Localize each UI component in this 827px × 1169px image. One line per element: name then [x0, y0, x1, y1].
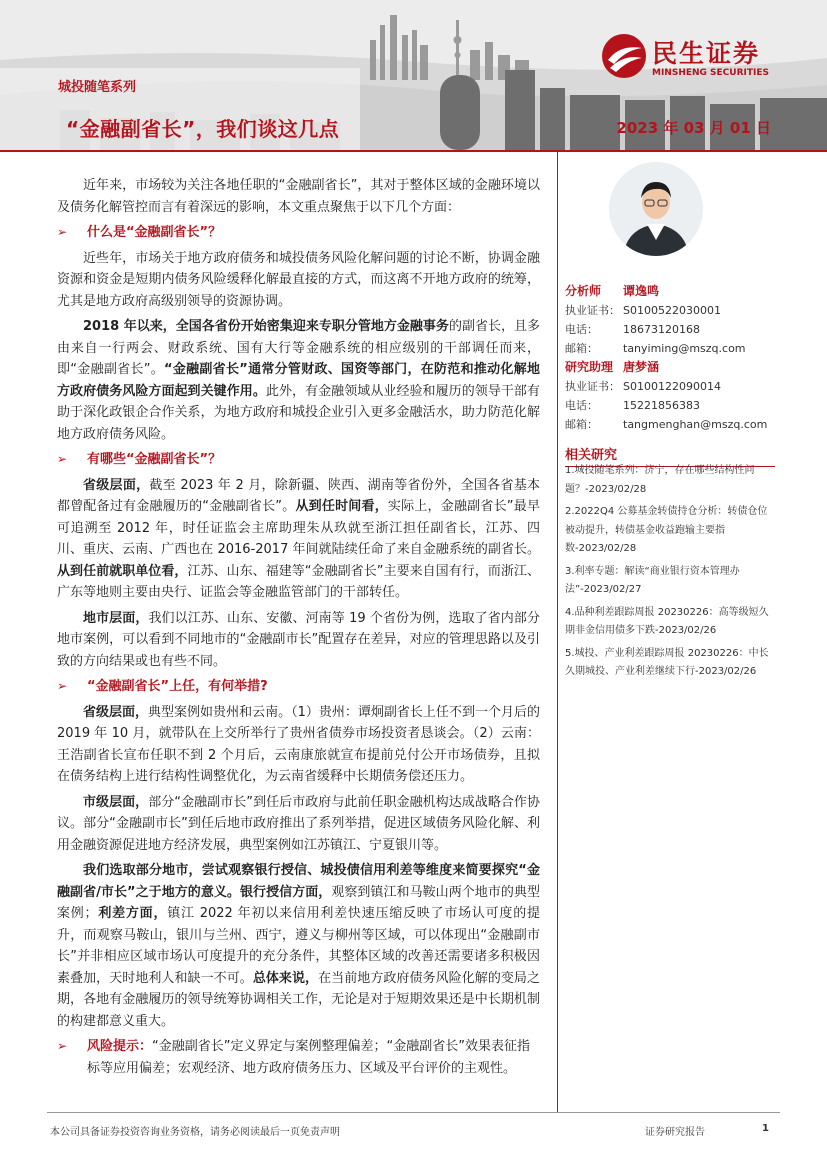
- section-heading: [57, 222, 540, 244]
- logo-english-name: MINSHENG SECURITIES: [652, 68, 769, 78]
- logo-emblem-icon: [600, 32, 648, 80]
- arrow-bullet-icon: ➢: [57, 225, 68, 239]
- header-divider: [0, 150, 827, 152]
- assistant-email-link[interactable]: tangmenghan@mszq.com: [623, 418, 768, 431]
- risk-label: 风险提示：: [87, 1039, 153, 1054]
- paragraph: 市级层面，部分“金融副市长”到任后市政府与此前任职金融机构达成战略合作协议。部分“金融副市长”到任后地市政府推出了系列举措，促进区域债务风险化解、利用金融资源促进地方经济发展，典型案例如江苏镇江、宁夏银川等。: [57, 794, 540, 853]
- related-research-link[interactable]: 1.城投随笔系列：济宁，存在哪些结构性问题？-2023/02/28: [565, 465, 755, 495]
- paragraph: 省级层面，典型案例如贵州和云南。（1）贵州：谭炯副省长上任不到一个月后的 2019 年 10 月，就带队在上交所举行了贵州省债券市场投资者恳谈会。（2）云南：王浩副省长宣布任职不到 2 个月后，云南康旅就宣布提前兑付公开市场债券，且拟在债务结构上进行结构性调整优化，为云南省缓释中长期债务偿还压力。: [57, 704, 540, 784]
- related-research-link[interactable]: 2.2022Q4 公募基金转债持仓分析：转债仓位被动提升，转债基金收益跑输主要指数-2023/02/28: [565, 506, 768, 554]
- related-research-link[interactable]: 3.利率专题：解读“商业银行资本管理办法”-2023/02/27: [565, 565, 740, 595]
- risk-warning: [57, 1036, 540, 1079]
- analyst-row: [565, 282, 775, 301]
- report-title: “金融副省长”，我们谈这几点: [66, 117, 340, 141]
- section-title: 有哪些“金融副省长”？: [87, 452, 222, 467]
- assistant-tel: 15221856383: [623, 399, 700, 412]
- header-banner: [0, 0, 827, 150]
- arrow-bullet-icon: ➢: [57, 452, 68, 466]
- assistant-role: 研究助理: [565, 360, 614, 374]
- analyst-info: 分析师 谭逸鸣 执业证书： S0100522030001 电话： 18673120168 邮箱： tanyiming@mszq.com 研究助理 唐梦涵 执业证书： S0100122090014 电话： 15221856383 邮箱： tangmenghan@mszq.com: [565, 282, 775, 434]
- section-title: “金融副省长”上任，有何举措?: [87, 679, 268, 694]
- company-logo: [600, 32, 805, 84]
- section-heading: [57, 676, 540, 698]
- analyst-role: 分析师: [565, 284, 602, 298]
- main-content: [57, 175, 540, 1083]
- section-title: 什么是“金融副省长”？: [87, 225, 222, 240]
- footer-disclaimer: 本公司具备证券投资咨询业务资格，请务必阅读最后一页免责声明: [50, 1127, 340, 1138]
- intro-paragraph: 近年来，市场较为关注各地任职的“金融副省长”，其对于整体区域的金融环境以及债务化解管控而言有着深远的影响，本文重点聚焦于以下几个方面：: [57, 178, 540, 215]
- assistant-cert: S0100122090014: [623, 380, 721, 393]
- paragraph: 2018 年以来，全国各省份开始密集迎来专职分管地方金融事务的副省长，且多由来自一行两会、财政系统、国有大行等金融系统的相应级别的干部调任而来，即“金融副省长”。“金融副省长”通常分管财政、国资等部门，在防范和推动化解地方政府债务风险方面起到关键作用。此外，有金融领域从业经验和履历的领导干部有助于深化政银企合作关系，为地方政府和城投企业引入更多金融活水，助力防范化解地方政府债务风险。: [57, 319, 540, 442]
- risk-text: “金融副省长”定义界定与案例整理偏差；“金融副省长”效果表征指标等应用偏差；宏观经济、地方政府债务压力、区域及平台评价的主观性。: [87, 1039, 530, 1076]
- arrow-bullet-icon: ➢: [57, 1039, 68, 1053]
- analyst-email-link[interactable]: tanyiming@mszq.com: [623, 342, 746, 355]
- logo-chinese-name: 民生证券: [652, 39, 761, 68]
- paragraph: 我们选取部分地市，尝试观察银行授信、城投债信用利差等维度来简要探究“金融副省/市长”之于地方的意义。银行授信方面，观察到镇江和马鞍山两个地市的典型案例；利差方面，镇江 2022 年初以来信用利差快速压缩反映了市场认可度的提升，而观察马鞍山，银川与兰州、西宁，遵义与柳州等区域，可以体现出“金融副市长”并非相应区域市场认可度提升的充分条件，其整体区域的改善还需要诸多积极因素叠加，天时地利人和缺一不可。总体来说，在当前地方政府债务风险化解的变局之期，各地有金融履历的领导统筹协调相关工作，无论是对于短期效果还是中长期机制的构建都意义重大。: [57, 863, 540, 1029]
- paragraph: 地市层面，我们以江苏、山东、安徽、河南等 19 个省份为例，选取了省内部分地市案例，可以看到不同地市的“金融副市长”配置存在差异，对应的管理思路以及引致的方向结果或也有些不同。: [57, 610, 540, 669]
- analyst-cert: S0100522030001: [623, 304, 721, 317]
- footer-divider: [47, 1112, 780, 1113]
- related-research-link[interactable]: 4.品种利差跟踪周报 20230226：高等级短久期非金信用债多下跌-2023/02/26: [565, 606, 769, 636]
- series-label: 城投随笔系列: [58, 80, 137, 95]
- column-divider: [557, 152, 558, 1112]
- arrow-bullet-icon: ➢: [57, 679, 68, 693]
- footer-report-type: 证券研究报告: [645, 1127, 705, 1138]
- paragraph: 近些年，市场关于地方政府债务和城投债务风险化解问题的讨论不断，协调金融资源和资金是短期内债务风险缓释化解最直接的方式，而这离不开地方政府的统筹，尤其是地方政府高级别领导的资源协调。: [57, 250, 540, 309]
- assistant-row: [565, 358, 775, 377]
- related-research-link[interactable]: 5.城投、产业利差跟踪周报 20230226：中长久期城投、产业利差继续下行-2023/02/26: [565, 647, 769, 677]
- related-research-list: [565, 462, 775, 686]
- assistant-name: 唐梦涵: [623, 360, 660, 374]
- analyst-photo: [609, 162, 703, 256]
- section-heading: [57, 449, 540, 471]
- related-research-title: 相关研究: [565, 444, 775, 467]
- analyst-name: 谭逸鸣: [623, 284, 660, 298]
- page-number: 1: [762, 1123, 769, 1134]
- report-date: 2023 年 03 月 01 日: [616, 119, 771, 137]
- analyst-tel: 18673120168: [623, 323, 700, 336]
- paragraph: 省级层面，截至 2023 年 2 月，除新疆、陕西、湖南等省份外，全国各省基本都曾配备过有金融履历的“金融副省长”。从到任时间看，实际上，金融副省长”最早可追溯至 2012 年，时任证监会主席助理朱从玖就至浙江担任副省长，江苏、四川、重庆、云南、广西也在 2016-2017 年间就陆续任命了来自金融系统的副省长。从到任前就职单位看，江苏、山东、福建等“金融副省长”主要来自国有行，而浙江、广东等地则主要由央行、证监会等金融监管部门的干部转任。: [57, 477, 540, 600]
